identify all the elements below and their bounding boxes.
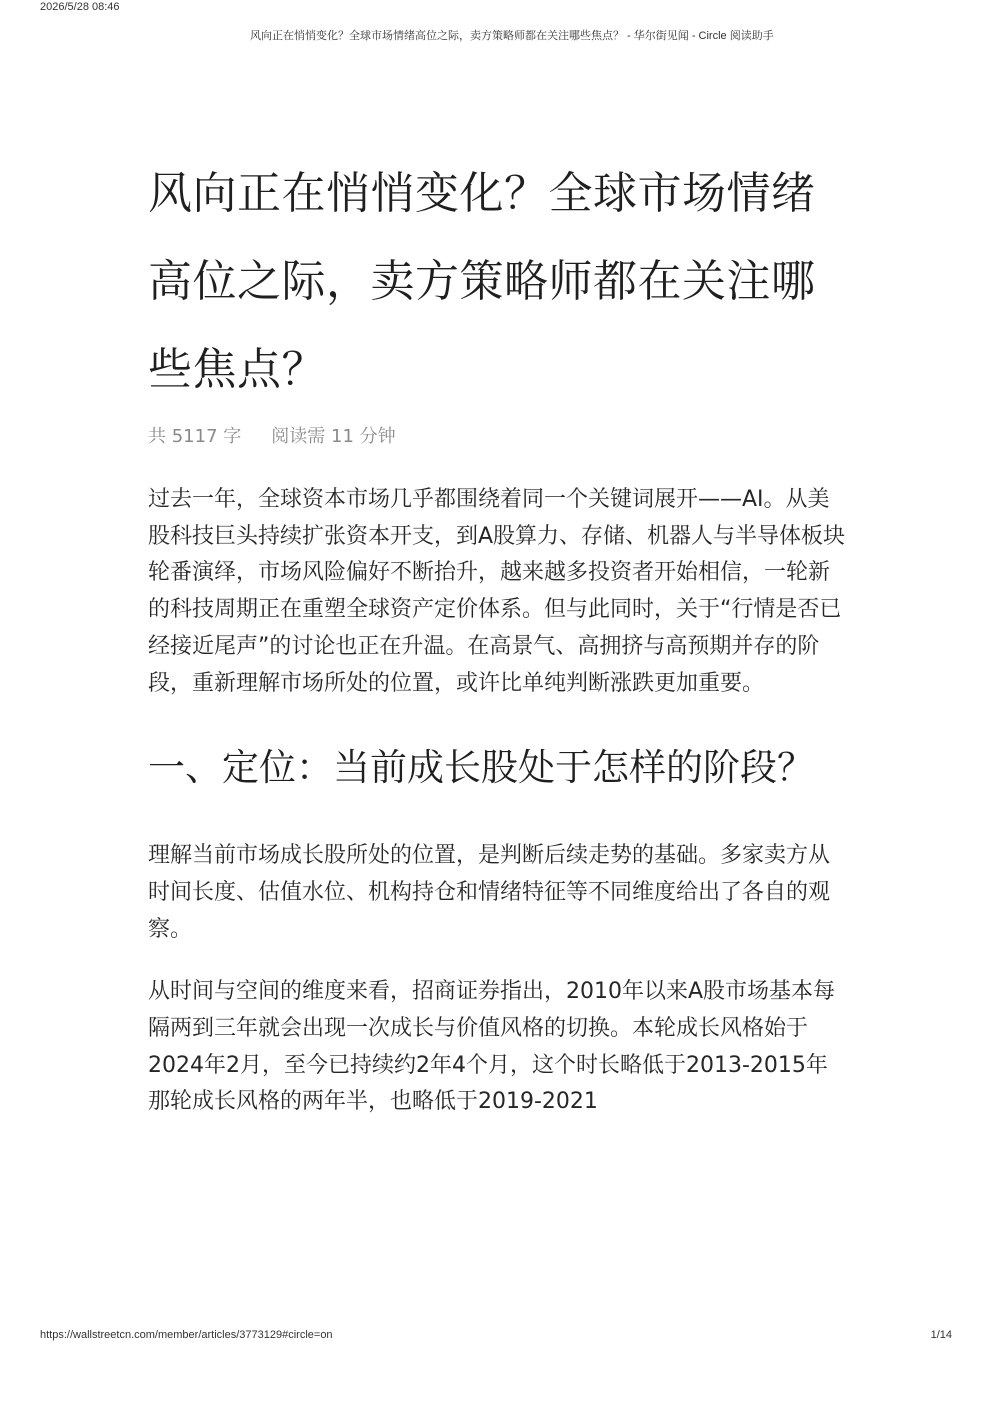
print-url: https://wallstreetcn.com/member/articles/3773129#circle=on (40, 1329, 333, 1341)
read-time: 阅读需 11 分钟 (271, 426, 396, 447)
print-page-title: 风向正在悄悄变化？全球市场情绪高位之际，卖方策略师都在关注哪些焦点？ - 华尔街见闻 - Circle 阅读助手 (250, 30, 774, 42)
article (148, 150, 848, 1121)
article-meta (148, 422, 848, 448)
intro-paragraph: 过去一年，全球资本市场几乎都围绕着同一个关键词展开——AI。从美股科技巨头持续扩张资本开支，到A股算力、存储、机器人与半导体板块轮番演绎，市场风险偏好不断抬升，越来越多投资者开始相信，一轮新的科技周期正在重塑全球资产定价体系。但与此同时，关于“行情是否已经接近尾声”的讨论也正在升温。在高景气、高拥挤与高预期并存的阶段，重新理解市场所处的位置，或许比单纯判断涨跌更加重要。 (148, 487, 846, 696)
print-header (0, 0, 992, 40)
section-heading: 一、定位：当前成长股处于怎样的阶段？ (148, 746, 814, 790)
page-indicator: 1/14 (930, 1329, 952, 1341)
body-paragraph: 理解当前市场成长股所处的位置，是判断后续走势的基础。多家卖方从时间长度、估值水位、机构持仓和情绪特征等不同维度给出了各自的观察。 (148, 843, 831, 942)
article-title: 风向正在悄悄变化？全球市场情绪高位之际，卖方策略师都在关注哪些焦点？ (148, 168, 816, 395)
print-datetime: 2026/5/28 08:46 (40, 1, 120, 13)
print-footer (0, 1326, 992, 1356)
body-paragraph: 从时间与空间的维度来看，招商证券指出，2010年以来A股市场基本每隔两到三年就会出现一次成长与价值风格的切换。本轮成长风格始于2024年2月，至今已持续约2年4个月，这个时长略低于2013-2015年那轮成长风格的两年半，也略低于2019-2021 (148, 979, 836, 1115)
word-count: 共 5117 字 (148, 426, 242, 447)
